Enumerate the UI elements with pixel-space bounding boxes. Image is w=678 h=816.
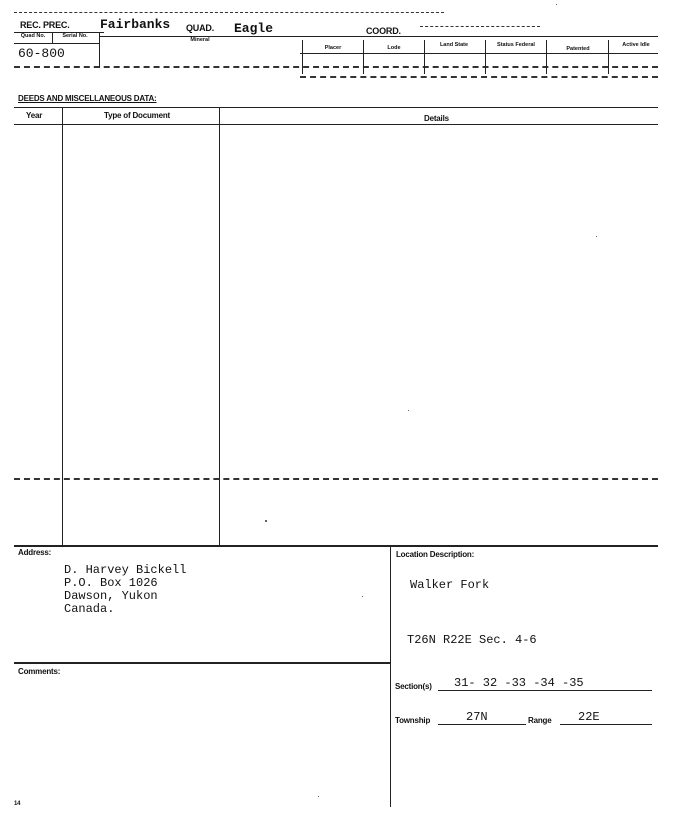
location-legal: T26N R22E Sec. 4-6 — [407, 633, 537, 647]
coord-dashed-line — [420, 26, 540, 27]
range-value: 22E — [578, 710, 600, 724]
quad-label: QUAD. — [186, 23, 214, 33]
col-lode: Lode — [387, 45, 401, 51]
header-top-dashed-line — [14, 12, 444, 13]
page-mark: 14 — [14, 801, 21, 807]
col-divider — [608, 40, 609, 74]
location-label: Location Description: — [396, 550, 475, 559]
col-patented: Patented — [566, 46, 590, 52]
speck — [265, 520, 267, 522]
range-label: Range — [528, 716, 552, 725]
address-block — [64, 564, 186, 616]
col-divider — [424, 40, 425, 74]
header-line — [300, 53, 658, 54]
rec-prec-label: REC. PREC. — [20, 20, 70, 30]
col-quad-no: Quad No. — [20, 33, 46, 39]
col-mineral: Mineral — [190, 37, 210, 43]
deeds-dashed-line — [14, 478, 658, 480]
speck — [318, 796, 319, 797]
deeds-top-line — [14, 107, 658, 108]
range-underline — [560, 724, 652, 725]
address-label: Address: — [18, 548, 52, 557]
deeds-header-line — [14, 124, 658, 125]
quad-no-value: 60-800 — [18, 46, 65, 61]
township-label: Township — [395, 716, 431, 725]
col-type-of-document: Type of Document — [104, 111, 170, 120]
col-active-idle: Active Idle — [622, 42, 650, 48]
comments-label: Comments: — [18, 667, 61, 676]
header-bottom-dashed-line — [14, 66, 658, 68]
col-placer: Placer — [324, 45, 342, 51]
col-divider — [52, 32, 53, 44]
address-line-1: D. Harvey Bickell — [64, 563, 187, 577]
address-line-3: Dawson, Yukon — [64, 589, 158, 603]
quad-value: Eagle — [234, 21, 274, 36]
speck — [362, 596, 363, 597]
header-line — [14, 43, 100, 44]
location-divider — [390, 545, 391, 807]
sections-label: Section(s) — [395, 682, 432, 691]
sections-underline — [438, 690, 652, 691]
col-divider — [485, 40, 486, 74]
township-value: 27N — [466, 710, 488, 724]
township-underline — [438, 724, 526, 725]
speck — [408, 410, 409, 411]
col-serial-no: Serial No. — [62, 33, 88, 39]
col-status-federal: Status Federal — [497, 42, 535, 48]
deeds-section-title: DEEDS AND MISCELLANEOUS DATA: — [18, 94, 157, 103]
rec-prec-value: Fairbanks — [100, 17, 171, 32]
col-divider — [99, 32, 100, 68]
address-line-4: Canada. — [64, 602, 115, 616]
address-line-2: P.O. Box 1026 — [64, 576, 158, 590]
deeds-bottom-line — [14, 545, 658, 547]
col-divider — [546, 40, 547, 74]
col-land-state: Land State — [439, 42, 469, 48]
coord-label: COORD. — [366, 26, 401, 36]
speck — [556, 4, 557, 5]
col-year: Year — [26, 111, 43, 120]
speck — [596, 236, 597, 237]
location-name: Walker Fork — [410, 578, 490, 592]
header-bottom-dashed-line-2 — [300, 76, 658, 78]
sections-value: 31- 32 -33 -34 -35 — [454, 676, 584, 690]
col-details: Details — [424, 114, 449, 123]
comments-top-line — [14, 662, 390, 664]
